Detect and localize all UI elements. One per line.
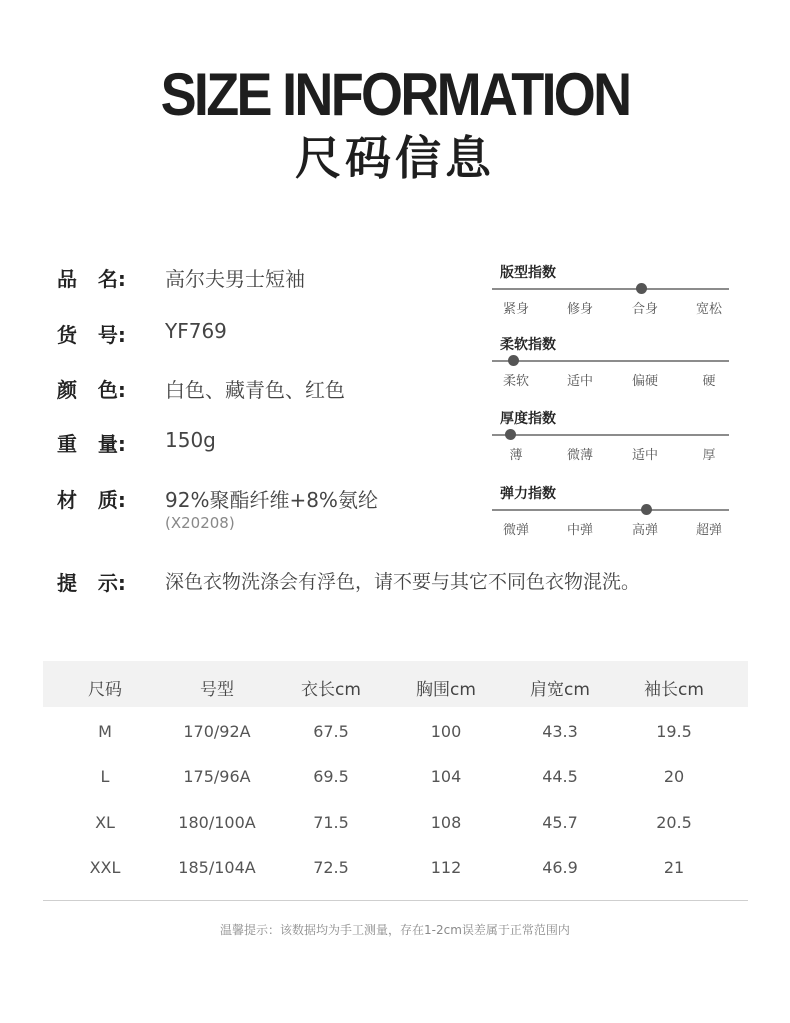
note-label: 提 示: — [57, 571, 126, 595]
index-marker-dot — [641, 504, 652, 515]
index-scale-line — [492, 360, 729, 362]
table-header-cell: 号型 — [200, 680, 234, 700]
table-cell: 180/100A — [178, 813, 256, 832]
product-name-value: 高尔夫男士短袖 — [165, 267, 305, 291]
index-marker-dot — [636, 283, 647, 294]
page-title-english: SIZE INFORMATION — [160, 61, 630, 128]
note-value: 深色衣物洗涤会有浮色，请不要与其它不同色衣物混洗。 — [165, 571, 641, 593]
table-cell: 45.7 — [542, 813, 578, 832]
index-scale-line — [492, 434, 729, 436]
measurement-disclaimer: 温馨提示：该数据均为手工测量，存在1-2cm误差属于正常范围内 — [220, 923, 570, 937]
product-name-label: 品 名: — [57, 267, 126, 291]
table-cell: 67.5 — [313, 722, 349, 741]
index-scale-label: 高弹 — [631, 523, 658, 538]
table-cell: 185/104A — [178, 858, 256, 877]
index-scale-label: 超弹 — [695, 523, 722, 538]
table-cell: XXL — [89, 858, 121, 877]
table-cell: 69.5 — [313, 767, 349, 786]
table-cell: L — [100, 767, 110, 786]
table-header-cell: 胸围cm — [416, 680, 476, 700]
index-scale-label: 薄 — [509, 448, 523, 463]
table-cell: 170/92A — [183, 722, 251, 741]
table-cell: 104 — [430, 767, 462, 786]
sku-label: 货 号: — [57, 323, 126, 347]
color-value: 白色、藏青色、红色 — [165, 378, 345, 402]
table-cell: 20.5 — [656, 813, 692, 832]
table-header-cell: 袖长cm — [644, 680, 704, 700]
index-marker-dot — [505, 429, 516, 440]
weight-label: 重 量: — [57, 432, 126, 456]
table-cell: 46.9 — [542, 858, 578, 877]
sku-value: YF769 — [165, 319, 227, 343]
index-scale-label: 微弹 — [502, 523, 529, 538]
index-scale-line — [492, 288, 729, 290]
size-table-divider — [43, 900, 748, 901]
table-cell: 112 — [430, 858, 462, 877]
table-cell: 43.3 — [542, 722, 578, 741]
index-scale-line — [492, 509, 729, 511]
table-header-cell: 肩宽cm — [530, 680, 590, 700]
index-scale-label: 中弹 — [566, 523, 593, 538]
index-scale-label: 修身 — [566, 302, 593, 317]
index-scale-label: 宽松 — [695, 302, 722, 317]
table-cell: 44.5 — [542, 767, 578, 786]
table-cell: M — [98, 722, 112, 741]
index-title: 厚度指数 — [500, 411, 556, 427]
table-cell: 108 — [430, 813, 462, 832]
index-scale-label: 合身 — [631, 302, 658, 317]
index-marker-dot — [508, 355, 519, 366]
table-cell: XL — [95, 813, 115, 832]
table-cell: 19.5 — [656, 722, 692, 741]
table-cell: 20 — [663, 767, 685, 786]
index-scale-label: 微薄 — [566, 448, 593, 463]
table-cell: 71.5 — [313, 813, 349, 832]
index-scale-label: 柔软 — [502, 374, 529, 389]
table-cell: 100 — [430, 722, 462, 741]
index-scale-label: 厚 — [702, 448, 716, 463]
index-title: 版型指数 — [500, 265, 556, 281]
material-code: (X20208) — [165, 514, 235, 532]
index-scale-label: 适中 — [631, 448, 658, 463]
table-cell: 175/96A — [183, 767, 251, 786]
page-title-chinese: 尺码信息 — [295, 131, 495, 185]
material-value: 92%聚酯纤维+8%氨纶 — [165, 488, 378, 512]
weight-value: 150g — [165, 428, 216, 452]
index-title: 柔软指数 — [500, 337, 556, 353]
index-scale-label: 紧身 — [502, 302, 529, 317]
color-label: 颜 色: — [57, 378, 126, 402]
index-scale-label: 偏硬 — [631, 374, 658, 389]
material-label: 材 质: — [57, 488, 126, 512]
index-scale-label: 适中 — [566, 374, 593, 389]
table-header-cell: 尺码 — [88, 680, 122, 700]
table-header-cell: 衣长cm — [301, 680, 361, 700]
index-scale-label: 硬 — [702, 374, 716, 389]
table-cell: 72.5 — [313, 858, 349, 877]
index-title: 弹力指数 — [500, 486, 556, 502]
table-cell: 21 — [663, 858, 685, 877]
